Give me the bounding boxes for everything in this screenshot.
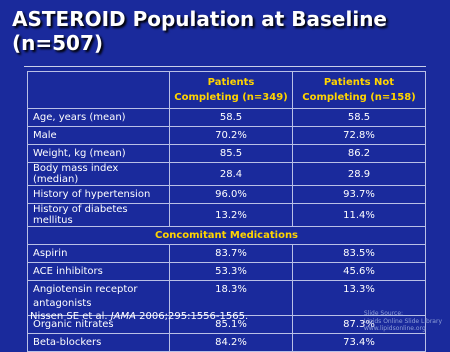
- value-completing: 83.7%: [170, 245, 293, 263]
- table-row: [28, 163, 426, 186]
- value-not-completing: 13.3%: [293, 281, 426, 316]
- value-not-completing: 93.7%: [293, 186, 426, 204]
- value-completing: 85.1%: [170, 316, 293, 334]
- table-row: [28, 145, 426, 163]
- header-completing: [170, 72, 293, 109]
- row-label: Male: [28, 127, 170, 145]
- citation-journal: JAMA: [110, 311, 136, 322]
- table-header-row: [28, 72, 426, 109]
- citation-details: 2006;295:1556-1565.: [139, 311, 249, 322]
- row-label: Age, years (mean): [28, 109, 170, 127]
- section-header-row: [28, 227, 426, 245]
- header-not-completing-line-1: Patients Not: [323, 77, 395, 88]
- value-completing: 96.0%: [170, 186, 293, 204]
- value-not-completing: 83.5%: [293, 245, 426, 263]
- row-label: Weight, kg (mean): [28, 145, 170, 163]
- table-row: [28, 186, 426, 204]
- slide-source-line-2: Lipids Online Slide Library: [363, 317, 442, 325]
- table-row: [28, 109, 426, 127]
- value-not-completing: 72.8%: [293, 127, 426, 145]
- value-not-completing: 45.6%: [293, 263, 426, 281]
- header-not-completing: [293, 72, 426, 109]
- value-not-completing: 87.3%: [293, 316, 426, 334]
- value-completing: 85.5: [170, 145, 293, 163]
- row-label: ACE inhibitors: [28, 263, 170, 281]
- value-completing: 53.3%: [170, 263, 293, 281]
- row-label: History of diabetes mellitus: [28, 204, 170, 227]
- citation: [30, 311, 248, 322]
- table-row: [28, 263, 426, 281]
- row-label: Beta-blockers: [28, 334, 170, 352]
- value-not-completing: 58.5: [293, 109, 426, 127]
- value-not-completing: 86.2: [293, 145, 426, 163]
- section-title-concomitant-medications: Concomitant Medications: [28, 227, 426, 245]
- slide-source-line-1: Slide Source:: [363, 310, 404, 317]
- value-completing: 28.4: [170, 163, 293, 186]
- slide-title-line-2: (n=507): [12, 31, 104, 55]
- citation-authors: Nissen SE et al.: [30, 311, 108, 322]
- value-completing: 18.3%: [170, 281, 293, 316]
- value-completing: 84.2%: [170, 334, 293, 352]
- title-divider: [24, 66, 426, 67]
- slide-title-line-1: ASTEROID Population at Baseline: [12, 7, 387, 31]
- row-label: History of hypertension: [28, 186, 170, 204]
- slide-title: [12, 7, 387, 55]
- row-label: Aspirin: [28, 245, 170, 263]
- table-row: [28, 245, 426, 263]
- value-completing: 58.5: [170, 109, 293, 127]
- table-row: [28, 204, 426, 227]
- slide-source: [364, 310, 442, 333]
- row-label: Organic nitrates: [28, 316, 170, 334]
- header-completing-line-1: Patients: [207, 77, 255, 88]
- slide-source-url: www.lipidsonline.org: [363, 325, 426, 332]
- value-completing: 70.2%: [170, 127, 293, 145]
- table-row: [28, 334, 426, 352]
- value-completing: 13.2%: [170, 204, 293, 227]
- row-label: Body mass index (median): [28, 163, 170, 186]
- value-not-completing: 11.4%: [293, 204, 426, 227]
- header-not-completing-line-2: Completing (n=158): [302, 92, 416, 103]
- value-not-completing: 28.9: [293, 163, 426, 186]
- header-completing-line-2: Completing (n=349): [174, 92, 288, 103]
- row-label: Angiotensin receptor antagonists: [28, 281, 170, 316]
- header-blank-cell: [28, 72, 170, 109]
- value-not-completing: 73.4%: [293, 334, 426, 352]
- table-row: [28, 127, 426, 145]
